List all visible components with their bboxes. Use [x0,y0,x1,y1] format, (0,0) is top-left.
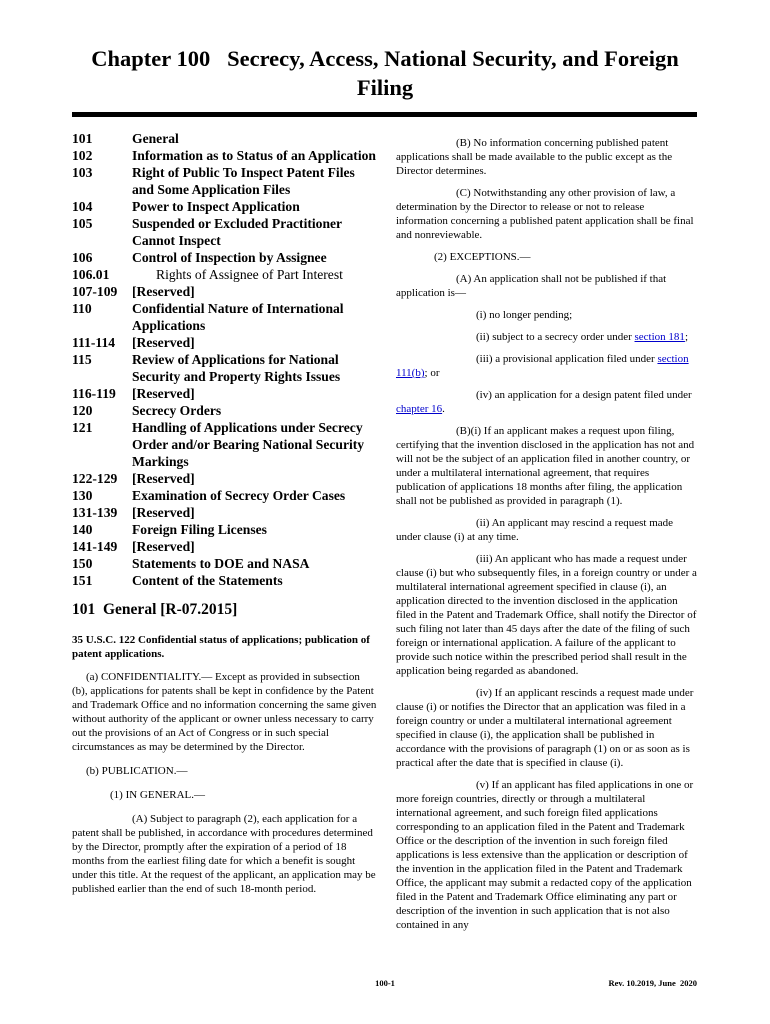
toc-entry[interactable] [72,215,377,249]
toc-entry[interactable] [72,164,377,198]
toc-entry[interactable] [72,504,377,521]
toc-entry-number: 116-119 [72,386,116,401]
toc-entry-title: Rights of Assignee of Part Interest [156,267,343,282]
toc-entry-number: 107-109 [72,284,118,299]
link-section-111b[interactable]: section 111(b) [396,353,689,379]
para-b: (b) PUBLICATION.— [86,765,188,777]
toc-entry-title: Content of the Statements [132,573,283,588]
page-title-line-2: Filing [356,75,414,100]
toc-entry-title: [Reserved] [132,539,195,554]
left-column [72,130,377,896]
para-iv [396,388,698,416]
toc-entry[interactable] [72,130,377,147]
para-iii [396,352,698,380]
toc-entry-number: 131-139 [72,505,118,520]
para-b1A: (A) Subject to paragraph (2), each application for a patent shall be published, in accordance with procedures determined by the Director, promptly after the expiration of a period of 18 months from the earliest filing date for which a benefit is sought under this title. At the request of the applicant, an application may be published earlier than the end of such 18-month period. [72,813,376,895]
toc-entry-number: 111-114 [72,335,116,350]
para-2: (2) EXCEPTIONS.— [434,251,531,263]
toc-entry-number: 120 [72,403,93,418]
toc-entry[interactable] [72,487,377,504]
toc-entry-number: 102 [72,148,93,163]
toc-entry-title: General [132,131,179,146]
para-b1: (1) IN GENERAL.— [110,789,206,801]
para-iii-end: ; or [424,367,440,379]
toc-entry-number: 122-129 [72,471,118,486]
page-title [60,44,710,102]
toc-entry-title: Foreign Filing Licenses [132,522,267,537]
toc-entry[interactable] [72,147,377,164]
toc-entry-title: [Reserved] [132,386,195,401]
para-ii-text: (ii) subject to a secrecy order under [476,331,635,343]
toc-entry[interactable] [72,538,377,555]
toc-entry-title: [Reserved] [132,335,195,350]
table-of-contents [72,130,377,589]
para-Biv: (iv) If an applicant rescinds a request made under clause (i) or notifies the Director that an application was filed in a foreign country or under a multilateral international agreement specified in clause (i), the application shall be published in accordance with the provisions of paragraph (1) on or as soon as is practical after the date that is specified in clause (i). [396,687,694,769]
toc-entry[interactable] [72,334,377,351]
toc-entry-number: 101 [72,131,93,146]
title-rule [72,112,697,117]
link-chapter-16[interactable]: chapter 16 [396,403,443,415]
toc-entry[interactable] [72,283,377,300]
para-Biii: (iii) An applicant who has made a request under clause (i) but who subsequently files, in a foreign country or under a multilateral international agreement specified in clause (i), an application directed to the invention disclosed in the application filed in the Patent and Trademark Office, shall notify the Director of such filing not later than 45 days after the date of the filing of such foreign or international application. A failure of the applicant to provide such notice within the prescribed period shall result in the application being regarded as abandoned. [396,553,697,677]
right-column [396,136,698,932]
toc-entry-title: Review of Applications for National Security and Property Rights Issues [132,352,341,384]
toc-entry[interactable] [72,470,377,487]
toc-entry-title: Control of Inspection by Assignee [132,250,327,265]
toc-entry[interactable] [72,385,377,402]
toc-entry[interactable] [72,249,377,266]
toc-entry-title: [Reserved] [132,505,195,520]
toc-entry-title: Suspended or Excluded Practitioner Cannot Inspect [132,216,342,248]
revision-label: Rev. 10.2019, June 2020 [608,978,697,988]
toc-entry[interactable] [72,419,377,470]
toc-entry-number: 140 [72,522,93,537]
toc-entry-number: 103 [72,165,93,180]
toc-entry-title: Secrecy Orders [132,403,222,418]
toc-entry-number: 130 [72,488,93,503]
toc-entry-number: 115 [72,352,92,367]
toc-entry-title: Power to Inspect Application [132,199,300,214]
statute-heading: 35 U.S.C. 122 Confidential status of applications; publication of patent applications. [72,634,370,660]
toc-entry[interactable] [72,266,377,283]
toc-entry-number: 121 [72,420,93,435]
para-ii [396,330,698,344]
para-B: (B) No information concerning published patent applications shall be made available to the public except as the Director determines. [396,137,673,177]
toc-entry[interactable] [72,198,377,215]
toc-entry-number: 105 [72,216,93,231]
toc-entry-number: 150 [72,556,93,571]
para-iii-text: (iii) a provisional application filed under [476,353,658,365]
para-2A: (A) An application shall not be published if that application is— [396,273,667,299]
page-number: 100-1 [375,978,395,988]
para-iv-text: (iv) an application for a design patent filed under [476,389,692,401]
toc-entry[interactable] [72,572,377,589]
toc-entry[interactable] [72,402,377,419]
toc-entry-title: Examination of Secrecy Order Cases [132,488,346,503]
toc-entry-number: 106.01 [72,267,110,282]
toc-entry-number: 104 [72,199,93,214]
page-title-line-1: Chapter 100 Secrecy, Access, National Security, and Foreign [91,46,679,71]
toc-entry-number: 106 [72,250,93,265]
para-Bv: (v) If an applicant has filed applications in one or more foreign countries, directly or through a multilateral international agreement, and such foreign filed applications corresponding to an application filed in the Patent and Trademark Office or the description of the invention in such foreign filed applications is less extensive than the application or description of the invention in the application filed in the Patent and Trademark Office, the applicant may submit a redacted copy of the application filed in the Patent and Trademark Office eliminating any part or description of the invention in such application that is not also contained in any [396,779,694,931]
toc-entry[interactable] [72,351,377,385]
section-101-heading[interactable]: 101 General [R-07.2015] [72,601,238,618]
para-a: (a) CONFIDENTIALITY.— Except as provided in subsection (b), applications for patents shall be kept in confidence by the Patent and Trademark Office and no information concerning the same given without authority of the applicant or owner unless necessary to carry out the provisions of an Act of Congress or in such special circumstances as may be determined by the Director. [72,671,377,753]
toc-entry[interactable] [72,521,377,538]
para-i: (i) no longer pending; [476,309,573,321]
para-Bii: (ii) An applicant may rescind a request made under clause (i) at any time. [396,517,674,543]
para-C: (C) Notwithstanding any other provision of law, a determination by the Director to release or not to release information concerning a published patent application shall be final and nonreviewable. [396,187,694,241]
link-section-181[interactable]: section 181 [634,331,685,343]
toc-entry-title: Confidential Nature of International Applications [132,301,344,333]
toc-entry-number: 151 [72,573,93,588]
toc-entry-title: [Reserved] [132,284,195,299]
para-ii-end: ; [684,331,688,343]
toc-entry-number: 141-149 [72,539,118,554]
toc-entry-title: Right of Public To Inspect Patent Files and Some Application Files [132,165,355,197]
toc-entry-title: Handling of Applications under Secrecy Order and/or Bearing National Security Markings [132,420,365,469]
toc-entry-number: 110 [72,301,92,316]
para-iv-end: . [442,403,445,415]
toc-entry-title: Information as to Status of an Application [132,148,376,163]
toc-entry-title: Statements to DOE and NASA [132,556,310,571]
toc-entry-title: [Reserved] [132,471,195,486]
para-Bi: (B)(i) If an applicant makes a request upon filing, certifying that the invention disclosed in the application has not and will not be the subject of an application filed in another country, or under a multilateral international agreement, that requires publication of applications 18 months after filing, the application shall not be published as provided in paragraph (1). [396,425,695,507]
toc-entry[interactable] [72,555,377,572]
toc-entry[interactable] [72,300,377,334]
